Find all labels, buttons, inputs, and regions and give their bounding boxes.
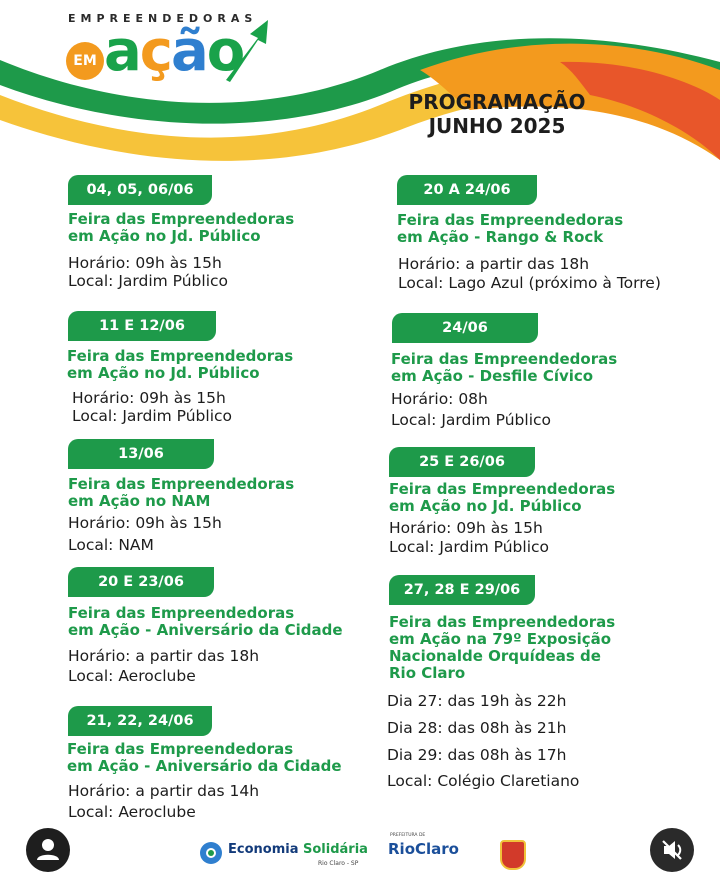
event-date-tag: 20 E 23/06 (68, 567, 214, 597)
event-schedule: Horário: a partir das 18h (398, 255, 590, 273)
city-crest-icon (500, 840, 526, 870)
event-title-line: em Ação no NAM (68, 492, 211, 510)
event-date-tag: 27, 28 E 29/06 (389, 575, 535, 605)
footer-economia-text (228, 842, 368, 857)
event-schedule: Horário: 08h (391, 390, 488, 408)
event-date-tag: 24/06 (392, 313, 538, 343)
event-schedule: Horário: 09h às 15h (72, 389, 226, 407)
event-location: Local: Jardim Público (68, 272, 229, 290)
event-title-line: em Ação no Jd. Público (68, 227, 261, 245)
event-date-tag: 20 A 24/06 (397, 175, 537, 205)
event-title-line: Feira das Empreendedoras (397, 211, 624, 229)
footer-economia-sub: Rio Claro - SP (318, 860, 359, 867)
brand-letter: ã (171, 19, 207, 84)
brand-letter: ç (139, 19, 171, 84)
event-location: Local: Jardim Público (389, 538, 550, 556)
event-title-line: em Ação no Jd. Público (67, 364, 260, 382)
economia-word: Economia (228, 842, 299, 857)
event-title (389, 614, 615, 682)
event-title-line: em Ação na 79º Exposição (389, 630, 612, 648)
event-schedule: Horário: 09h às 15h (389, 519, 543, 537)
event-title-line: Feira das Empreendedoras (68, 475, 295, 493)
page-title (372, 90, 622, 138)
event-location: Local: Aeroclube (68, 667, 196, 685)
profile-avatar-button[interactable] (26, 828, 70, 872)
event-schedule: Dia 29: das 08h às 17h (387, 746, 567, 764)
solidaria-word: Solidária (303, 842, 368, 857)
brand-letter: o (206, 19, 244, 84)
event-title (68, 211, 294, 245)
event-location: Local: NAM (68, 536, 154, 554)
event-schedule: Dia 27: das 19h às 22h (387, 692, 567, 710)
event-title-line: Feira das Empreendedoras (67, 347, 294, 365)
event-title-line: em Ação - Aniversário da Cidade (67, 757, 342, 775)
event-title-line: Feira das Empreendedoras (68, 210, 295, 228)
event-title-line: em Ação - Aniversário da Cidade (68, 621, 343, 639)
footer-rio-claro-logo: RioClaro (388, 840, 459, 858)
event-location: Local: Colégio Claretiano (387, 772, 580, 790)
event-title-line: Feira das Empreendedoras (391, 350, 618, 368)
mute-toggle-button[interactable] (650, 828, 694, 872)
event-schedule: Horário: a partir das 18h (68, 647, 260, 665)
event-schedule: Horário: a partir das 14h (68, 782, 260, 800)
event-date-tag: 13/06 (68, 439, 214, 469)
event-location: Local: Jardim Público (72, 407, 233, 425)
economia-solidaria-logo-icon (198, 840, 224, 866)
event-title-line: em Ação - Desfile Cívico (391, 367, 594, 385)
title-line-1: PROGRAMAÇÃO (408, 90, 586, 114)
event-date-tag: 04, 05, 06/06 (68, 175, 212, 205)
brand-top-text: EMPREENDEDORAS (68, 12, 258, 25)
event-title-line: Nacionalde Orquídeas de (389, 647, 601, 665)
event-location: Local: Jardim Público (391, 411, 552, 429)
event-title-line: Feira das Empreendedoras (68, 604, 295, 622)
event-title (67, 741, 342, 775)
event-date-tag: 21, 22, 24/06 (68, 706, 212, 736)
event-title (391, 351, 617, 385)
event-title-line: Rio Claro (389, 664, 466, 682)
user-avatar-icon (26, 828, 70, 872)
brand-letter: a (104, 19, 140, 84)
event-location: Local: Lago Azul (próximo à Torre) (398, 274, 661, 292)
event-title (68, 605, 343, 639)
sound-off-icon (650, 828, 694, 872)
title-line-2: JUNHO 2025 (428, 114, 566, 138)
event-title (397, 212, 623, 246)
event-title (67, 348, 293, 382)
event-schedule: Dia 28: das 08h às 21h (387, 719, 567, 737)
event-title-line: em Ação - Rango & Rock (397, 228, 604, 246)
brand-logo-word (104, 20, 243, 84)
footer-prefeitura-label: PREFEITURA DE (390, 833, 426, 838)
event-title (68, 476, 294, 510)
event-location: Local: Aeroclube (68, 803, 196, 821)
event-date-tag: 11 E 12/06 (68, 311, 216, 341)
event-schedule: Horário: 09h às 15h (68, 514, 222, 532)
event-schedule: Horário: 09h às 15h (68, 254, 222, 272)
event-date-tag: 25 E 26/06 (389, 447, 535, 477)
event-title (389, 481, 615, 515)
brand-em-badge: EM (66, 42, 104, 80)
event-title-line: Feira das Empreendedoras (67, 740, 294, 758)
event-title-line: em Ação no Jd. Público (389, 497, 582, 515)
event-title-line: Feira das Empreendedoras (389, 480, 616, 498)
event-title-line: Feira das Empreendedoras (389, 613, 616, 631)
